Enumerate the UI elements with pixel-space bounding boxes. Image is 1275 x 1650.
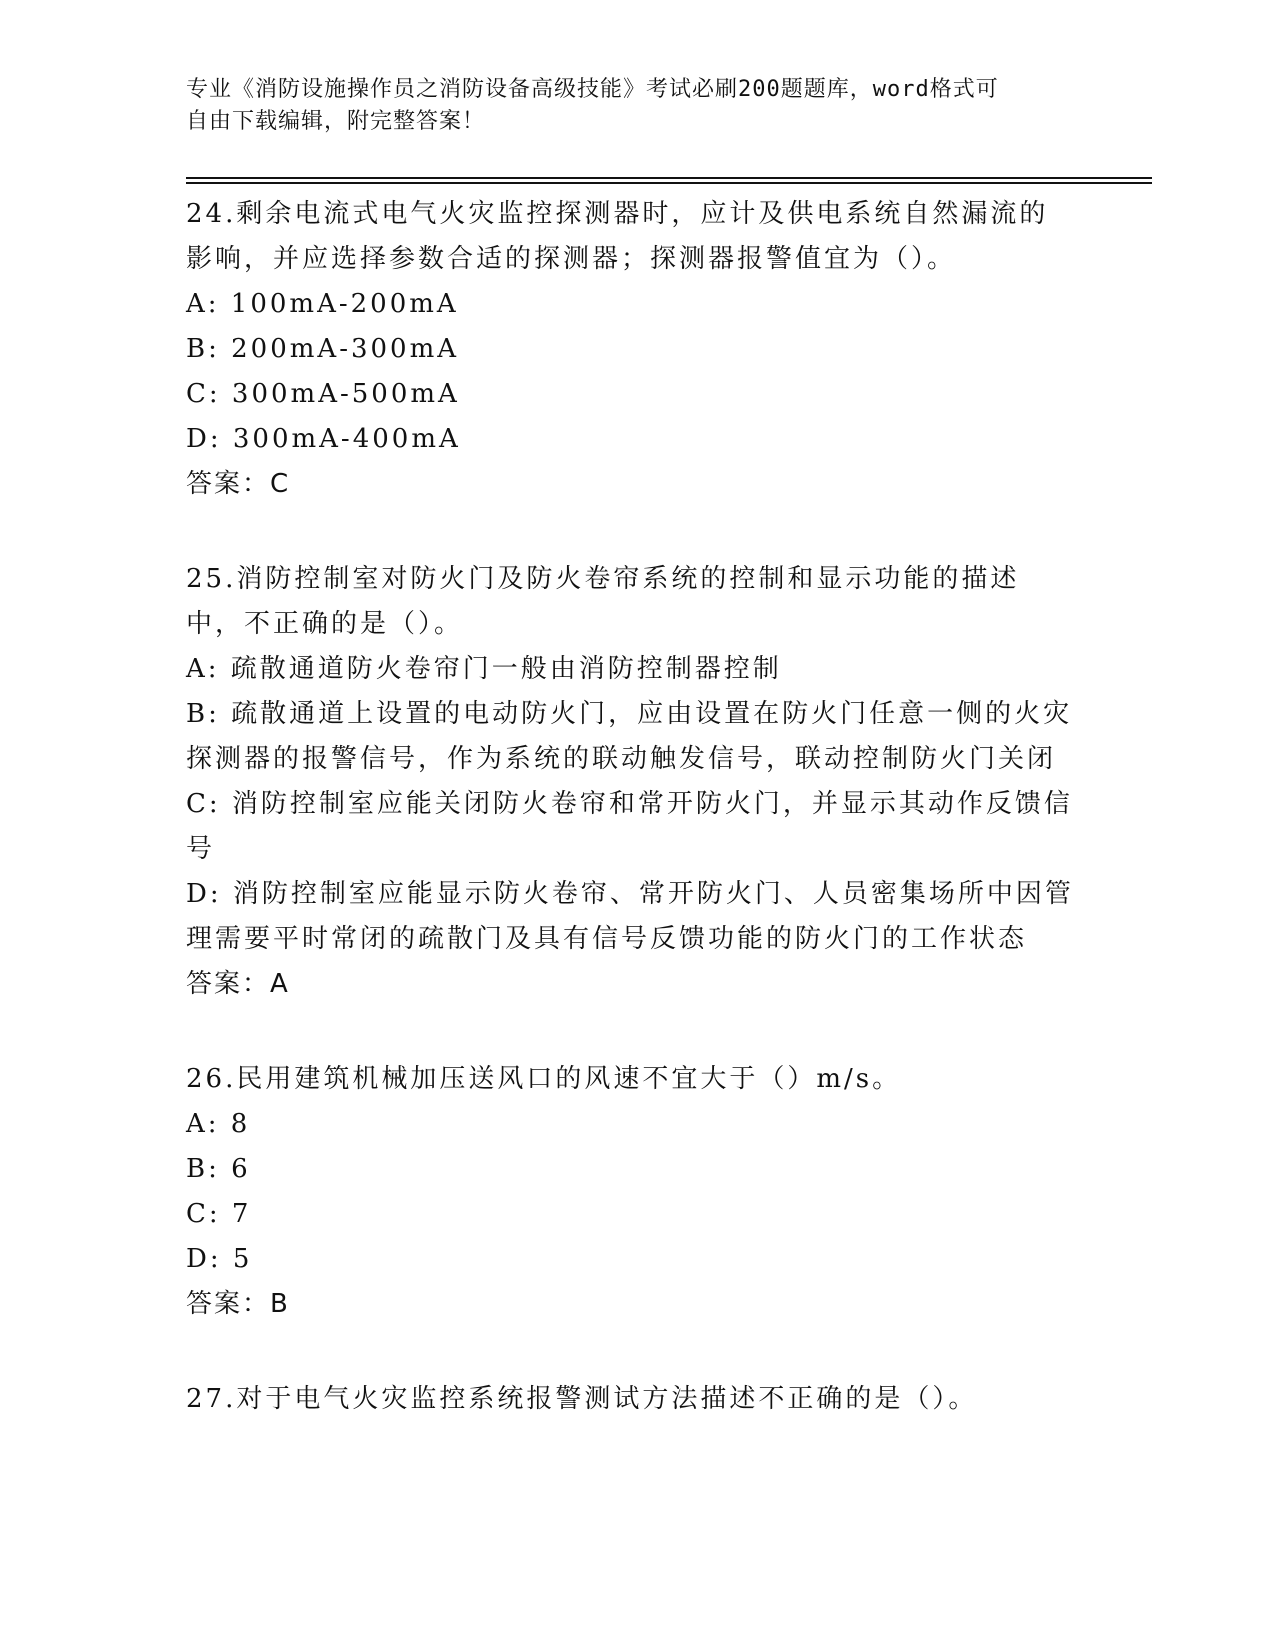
option-c: C: 7 [186, 1199, 252, 1229]
option-a: A: 8 [186, 1109, 251, 1139]
question-24 [186, 192, 1076, 507]
question-26 [186, 1057, 1076, 1327]
option-d: D: 300mA-400mA [186, 424, 461, 454]
option-d: D: 5 [186, 1244, 253, 1274]
header-divider-top [186, 177, 1152, 179]
option-b: B: 6 [186, 1154, 251, 1184]
question-stem: 26.民用建筑机械加压送风口的风速不宜大于（）m/s。 [186, 1064, 902, 1094]
question-stem: 24.剩余电流式电气火灾监控探测器时，应计及供电系统自然漏流的影响，并应选择参数合适的探测器；探测器报警值宜为（）。 [186, 199, 1049, 274]
question-stem: 25.消防控制室对防火门及防火卷帘系统的控制和显示功能的描述中，不正确的是（）。 [186, 564, 1020, 639]
question-answer: 答案：B [186, 1289, 290, 1319]
option-b: B: 200mA-300mA [186, 334, 460, 364]
question-list [186, 192, 1076, 1472]
option-a: A: 疏散通道防火卷帘门一般由消防控制器控制 [186, 654, 782, 684]
question-25 [186, 557, 1076, 1007]
question-answer: 答案：A [186, 969, 290, 999]
option-a: A: 100mA-200mA [186, 289, 459, 319]
document-header [186, 74, 1066, 138]
question-27 [186, 1377, 1076, 1422]
option-b: B: 疏散通道上设置的电动防火门，应由设置在防火门任意一侧的火灾探测器的报警信号，作为系统的联动触发信号，联动控制防火门关闭 [186, 699, 1073, 774]
option-d: D: 消防控制室应能显示防火卷帘、常开防火门、人员密集场所中因管理需要平时常闭的疏散门及具有信号反馈功能的防火门的工作状态 [186, 879, 1074, 954]
option-c: C: 300mA-500mA [186, 379, 460, 409]
question-stem: 27.对于电气火灾监控系统报警测试方法描述不正确的是（）。 [186, 1384, 978, 1414]
option-c: C: 消防控制室应能关闭防火卷帘和常开防火门，并显示其动作反馈信号 [186, 789, 1073, 864]
header-line-1: 专业《消防设施操作员之消防设备高级技能》考试必刷200题题库，word格式可 [186, 77, 999, 102]
question-answer: 答案：C [186, 469, 291, 499]
header-divider-bottom [186, 182, 1152, 184]
header-line-2: 自由下载编辑，附完整答案！ [186, 109, 486, 134]
